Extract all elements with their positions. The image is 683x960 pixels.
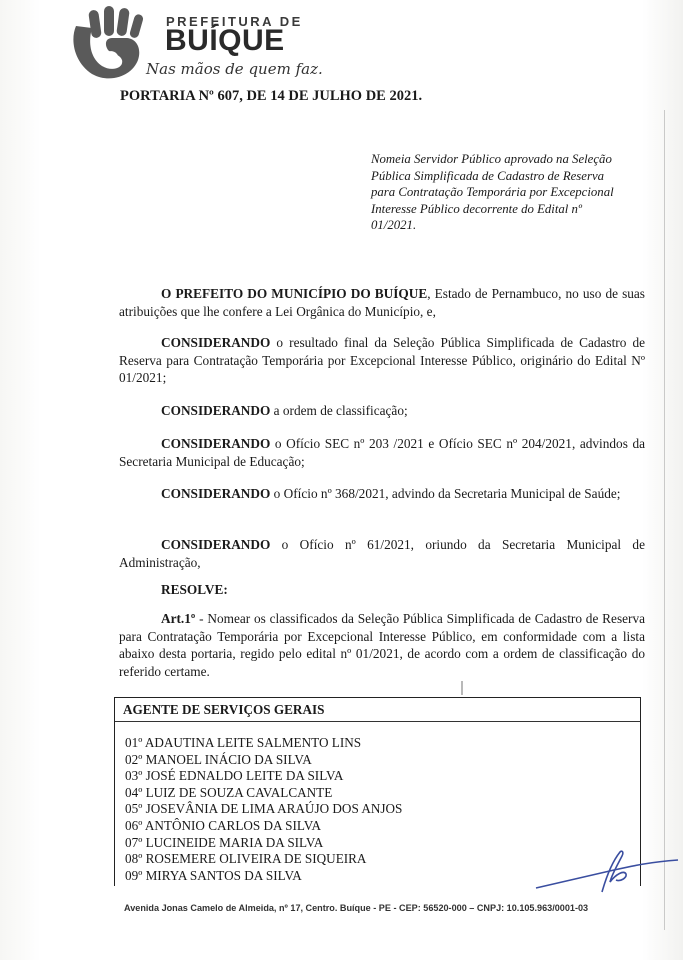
signature-mark [532, 848, 682, 896]
paragraph-bold: CONSIDERANDO [161, 436, 271, 451]
list-item: 02º MANOEL INÁCIO DA SILVA [125, 751, 312, 767]
paragraph-bold: RESOLVE: [161, 582, 228, 597]
paragraph-bold: CONSIDERANDO [161, 403, 271, 418]
list-divider [115, 721, 640, 722]
paragraph-text: a ordem de classificação; [270, 403, 408, 418]
list-item: 07º LUCINEIDE MARIA DA SILVA [125, 834, 324, 850]
list-item: 04º LUIZ DE SOUZA CAVALCANTE [125, 784, 333, 800]
list-header: AGENTE DE SERVIÇOS GERAIS [123, 702, 325, 717]
paragraph-text: - Nomear os classificados da Seleção Pública Simplificada de Cadastro de Reserva para Contratação Temporária por Excepcional Interesse Público, em conformidade com a lista abaixo desta portaria, regido pelo edital nº 01/2021, de acordo com a ordem de classificação do referido certame. [119, 611, 645, 679]
paragraph-considerando-5 [119, 536, 645, 571]
paragraph-preamble [119, 285, 645, 320]
paragraph-resolve [119, 581, 645, 599]
paragraph-bold: CONSIDERANDO [161, 486, 271, 501]
list-item: 08º ROSEMERE OLIVEIRA DE SIQUEIRA [125, 851, 367, 867]
logo-slogan: Nas mãos de quem faz. [146, 60, 323, 78]
paragraph-text: , Estado de Pernambuco, no uso de suas atribuições que lhe confere a Lei Orgânica do Município, e, [119, 286, 645, 319]
paragraph-article-1 [119, 610, 645, 680]
paragraph-text: o Ofício SEC nº 203 /2021 e Ofício SEC nº 204/2021, advindos da Secretaria Municipal de Educação; [119, 436, 645, 469]
paragraph-considerando-3 [119, 435, 645, 470]
paragraph-bold: CONSIDERANDO [161, 335, 271, 350]
paragraph-bold: O PREFEITO DO MUNICÍPIO DO BUÍQUE [161, 286, 428, 301]
ementa-block [371, 151, 645, 234]
paragraph-bold: Art.1º [161, 611, 196, 626]
document-title: PORTARIA Nº 607, DE 14 DE JULHO DE 2021. [120, 88, 423, 104]
paragraph-bold: CONSIDERANDO [161, 537, 271, 552]
page-edge-line [664, 110, 665, 930]
list-item: 01º ADAUTINA LEITE SALMENTO LINS [125, 735, 362, 750]
ementa-line: 01/2021. [371, 218, 417, 232]
hand-logo-icon [66, 4, 158, 82]
paragraph-considerando-2 [119, 402, 645, 420]
paragraph-considerando-1 [119, 334, 645, 387]
prefeitura-logo [66, 4, 366, 84]
ementa-line: Pública Simplificada de Cadastro de Reserva [371, 168, 605, 183]
paragraph-text: o Ofício nº 368/2021, advindo da Secretaria Municipal de Saúde; [270, 486, 621, 501]
scan-mark [461, 681, 463, 695]
list-item: 06º ANTÔNIO CARLOS DA SILVA [125, 817, 322, 833]
list-item: 03º JOSÉ EDNALDO LEITE DA SILVA [125, 768, 344, 784]
logo-prefeitura-text: PREFEITURA DE [166, 14, 303, 29]
ementa-line: para Contratação Temporária por Excepcional [371, 185, 614, 199]
logo-city-name: BUÍQUE [165, 24, 285, 57]
footer-address: Avenida Jonas Camelo de Almeida, nº 17, Centro. Buíque - PE - CEP: 56520-000 – CNPJ: 10.105.963/0001-03 [124, 903, 589, 913]
list-item: 09º MIRYA SANTOS DA SILVA [125, 867, 302, 883]
ementa-line: Interesse Público decorrente do Edital nº [371, 201, 582, 216]
paragraph-text: o Ofício nº 61/2021, oriundo da Secretaria Municipal de Administração, [119, 537, 645, 570]
classified-list [125, 735, 402, 884]
list-item: 05º JOSEVÂNIA DE LIMA ARAÚJO DOS ANJOS [125, 801, 403, 817]
paragraph-text: o resultado final da Seleção Pública Simplificada de Cadastro de Reserva para Contratação Temporária por Excepcional Interesse Público, originário do Edital Nº 01/2021; [119, 335, 645, 386]
ementa-line: Nomeia Servidor Público aprovado na Seleção [371, 152, 612, 166]
paragraph-considerando-4 [119, 485, 645, 503]
